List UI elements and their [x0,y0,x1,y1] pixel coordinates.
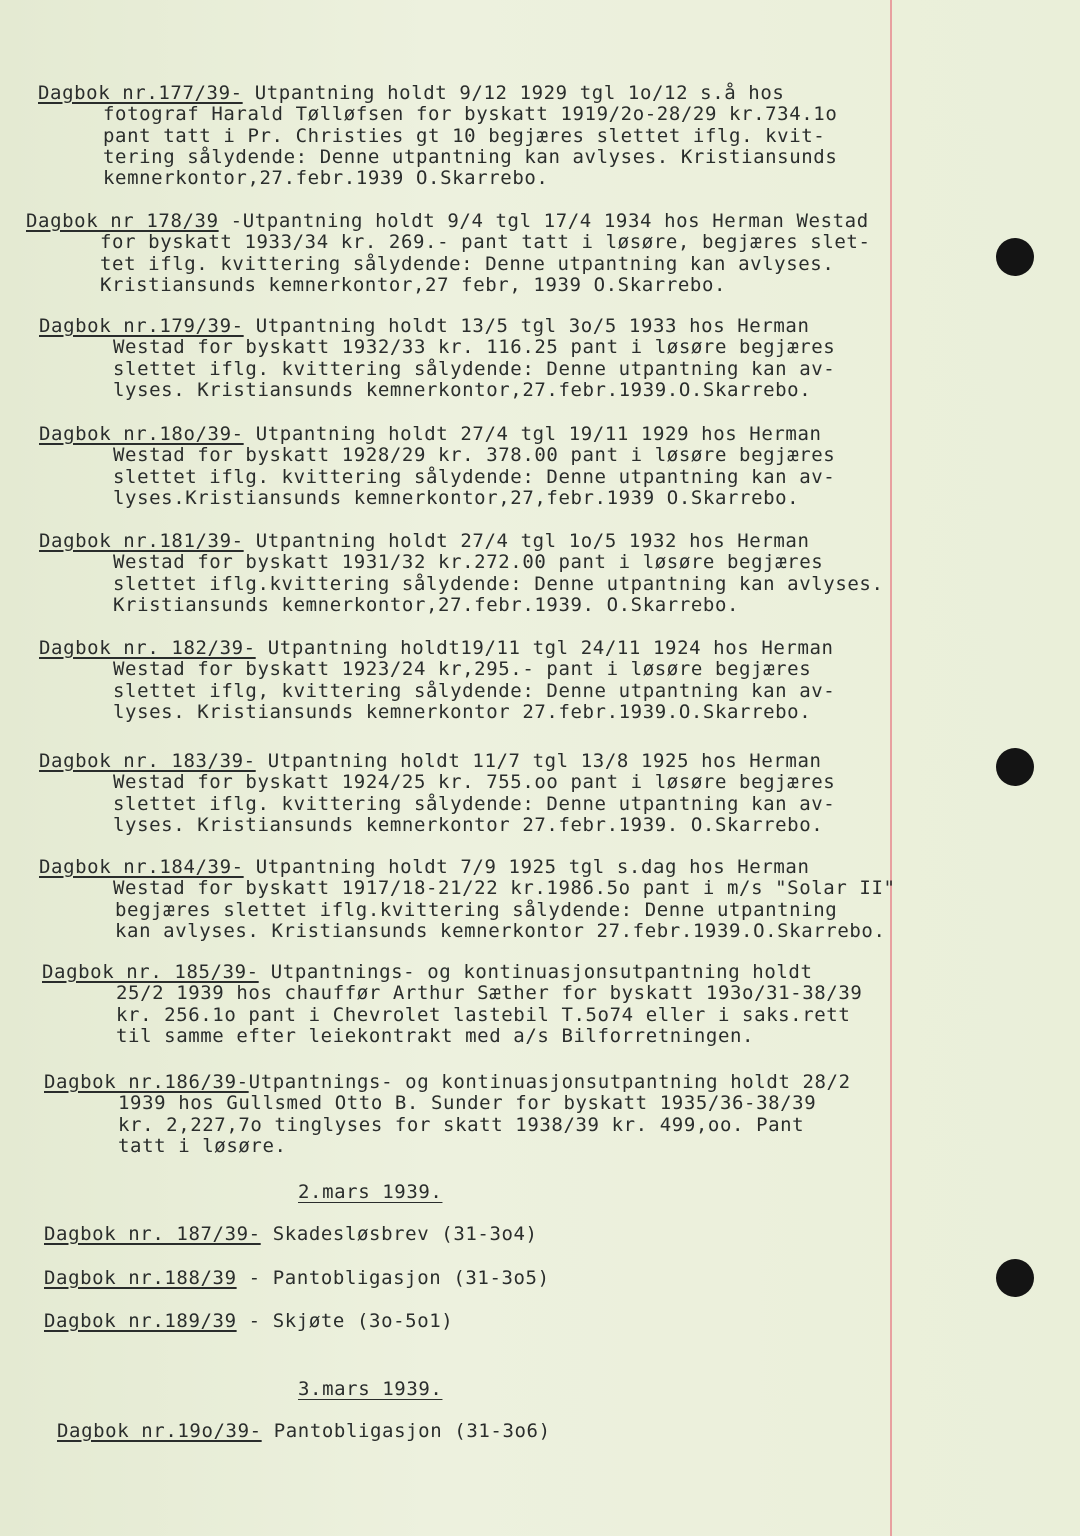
entry-line: Westad for byskatt 1932/33 kr. 116.25 pant i løsøre begjæres [113,336,836,359]
entry-line: kr. 256.1o pant i Chevrolet lastebil T.5o74 eller i saks.rett [116,1003,851,1026]
entry-text: - Pantobligasjon (31-3o5) [236,1267,550,1289]
entry-first-line: Utpantning holdt 27/4 tgl 19/11 1929 hos Herman [243,423,822,445]
entry-line: slettet iflg, kvittering sålydende: Denne utpantning kan av- [113,679,836,702]
entry-line: Kristiansunds kemnerkontor,27 febr, 1939 O.Skarrebo. [100,273,727,296]
entry-line: begjæres slettet iflg.kvittering sålydende: Denne utpantning [115,898,838,921]
entry-first-line: Utpantnings- og kontinuasjonsutpantning holdt [258,961,813,983]
entry-line: slettet iflg. kvittering sålydende: Denne utpantning kan av- [113,465,836,488]
entry-number: Dagbok nr.18o/39- [39,423,244,445]
ledger-entry [39,751,835,836]
entry-line: Westad for byskatt 1928/29 kr. 378.00 pant i løsøre begjæres [113,444,836,467]
ledger-entry [44,1072,851,1157]
entry-first-line: -Utpantning holdt 9/4 tgl 17/4 1934 hos Herman Westad [218,210,869,232]
entry-line: lyses. Kristiansunds kemnerkontor 27.febr.1939.O.Skarrebo. [113,700,812,723]
entry-line: Westad for byskatt 1923/24 kr,295.- pant i løsøre begjæres [113,658,812,681]
entry-text: Pantobligasjon (31-3o6) [261,1420,551,1442]
entry-line: lyses. Kristiansunds kemnerkontor 27.febr.1939. O.Skarrebo. [113,813,824,836]
entry-number: Dagbok nr. 187/39- [44,1223,261,1245]
entry-line: Westad for byskatt 1917/18-21/22 kr.1986.5o pant i m/s "Solar II" [113,877,896,900]
ledger-entry [39,424,835,509]
entry-number: Dagbok nr.179/39- [39,315,244,337]
entry-text: - Skjøte (3o-5o1) [236,1310,454,1332]
entry-line: Westad for byskatt 1931/32 kr.272.00 pant i løsøre begjæres [113,551,824,574]
entry-line: kemnerkontor,27.febr.1939 O.Skarrebo. [103,167,549,190]
entry-first-line: Utpantning holdt 27/4 tgl 1o/5 1932 hos Herman [243,530,810,552]
ledger-entry [26,211,871,296]
entry-first-line: Utpantning holdt 11/7 tgl 13/8 1925 hos Herman [255,750,822,772]
entry-first-line: Utpantning holdt 7/9 1925 tgl s.dag hos Herman [243,856,810,878]
entry-line: fotograf Harald Tølløfsen for byskatt 1919/2o-28/29 kr.734.1o [103,103,838,126]
ledger-entry-short [44,1224,538,1245]
entry-line: lyses. Kristiansunds kemnerkontor,27.febr.1939.O.Skarrebo. [113,378,812,401]
entry-number: Dagbok nr.184/39- [39,856,244,878]
entry-line: Westad for byskatt 1924/25 kr. 755.oo pant i løsøre begjæres [113,771,836,794]
entry-number: Dagbok nr. 182/39- [39,637,256,659]
entry-number: Dagbok nr.181/39- [39,530,244,552]
entry-line: tering sålydende: Denne utpantning kan avlyses. Kristiansunds [103,145,838,168]
entry-first-line: Utpantnings- og kontinuasjonsutpantning holdt 28/2 [248,1071,851,1093]
entry-line: slettet iflg. kvittering sålydende: Denne utpantning kan av- [113,357,836,380]
entry-text: Skadesløsbrev (31-3o4) [260,1223,538,1245]
date-header: 3.mars 1939. [298,1378,443,1400]
ledger-entry-short [44,1268,550,1289]
entry-number: Dagbok nr.177/39- [38,82,243,104]
entry-line: kr. 2,227,7o tinglyses for skatt 1938/39 kr. 499,oo. Pant [118,1113,805,1136]
entry-line: 25/2 1939 hos chauffør Arthur Sæther for byskatt 193o/31-38/39 [116,982,863,1005]
entry-first-line: Utpantning holdt 9/12 1929 tgl 1o/12 s.å hos [242,82,785,104]
ledger-entry-short [57,1421,551,1442]
entry-line: til samme efter leiekontrakt med a/s Bilforretningen. [116,1024,755,1047]
entry-number: Dagbok nr.189/39 [44,1310,237,1332]
ledger-entry [39,638,835,723]
entry-number: Dagbok nr. 183/39- [39,750,256,772]
entry-first-line: Utpantning holdt19/11 tgl 24/11 1924 hos Herman [255,637,834,659]
entry-number: Dagbok nr 178/39 [26,210,219,232]
ledger-entry [42,962,862,1047]
entry-number: Dagbok nr.186/39- [44,1071,249,1093]
entry-line: tet iflg. kvittering sålydende: Denne utpantning kan avlyses. [100,252,835,275]
margin-rule [890,0,892,1536]
punch-hole-icon [996,1259,1034,1297]
ledger-entry [39,531,884,616]
date-header: 2.mars 1939. [298,1181,443,1203]
ledger-entry [39,316,835,401]
entry-line: Kristiansunds kemnerkontor,27.febr.1939. O.Skarrebo. [113,593,740,616]
entry-line: for byskatt 1933/34 kr. 269.- pant tatt i løsøre, begjæres slet- [100,231,871,254]
entry-line: tatt i løsøre. [118,1134,287,1157]
ledger-entry [39,857,896,942]
ledger-entry-short [44,1311,453,1332]
entry-first-line: Utpantning holdt 13/5 tgl 3o/5 1933 hos Herman [243,315,810,337]
entry-line: slettet iflg. kvittering sålydende: Denne utpantning kan av- [113,792,836,815]
entry-line: slettet iflg.kvittering sålydende: Denne utpantning kan avlyses. [113,572,884,595]
punch-hole-icon [996,748,1034,786]
entry-line: lyses.Kristiansunds kemnerkontor,27,febr.1939 O.Skarrebo. [113,486,800,509]
entry-number: Dagbok nr.188/39 [44,1267,237,1289]
entry-line: 1939 hos Gullsmed Otto B. Sunder for byskatt 1935/36-38/39 [118,1092,817,1115]
ledger-entry [38,83,837,189]
punch-hole-icon [996,238,1034,276]
entry-line: pant tatt i Pr. Christies gt 10 begjæres slettet iflg. kvit- [103,124,826,147]
entry-line: kan avlyses. Kristiansunds kemnerkontor 27.febr.1939.O.Skarrebo. [115,919,886,942]
entry-number: Dagbok nr. 185/39- [42,961,259,983]
entry-number: Dagbok nr.19o/39- [57,1420,262,1442]
